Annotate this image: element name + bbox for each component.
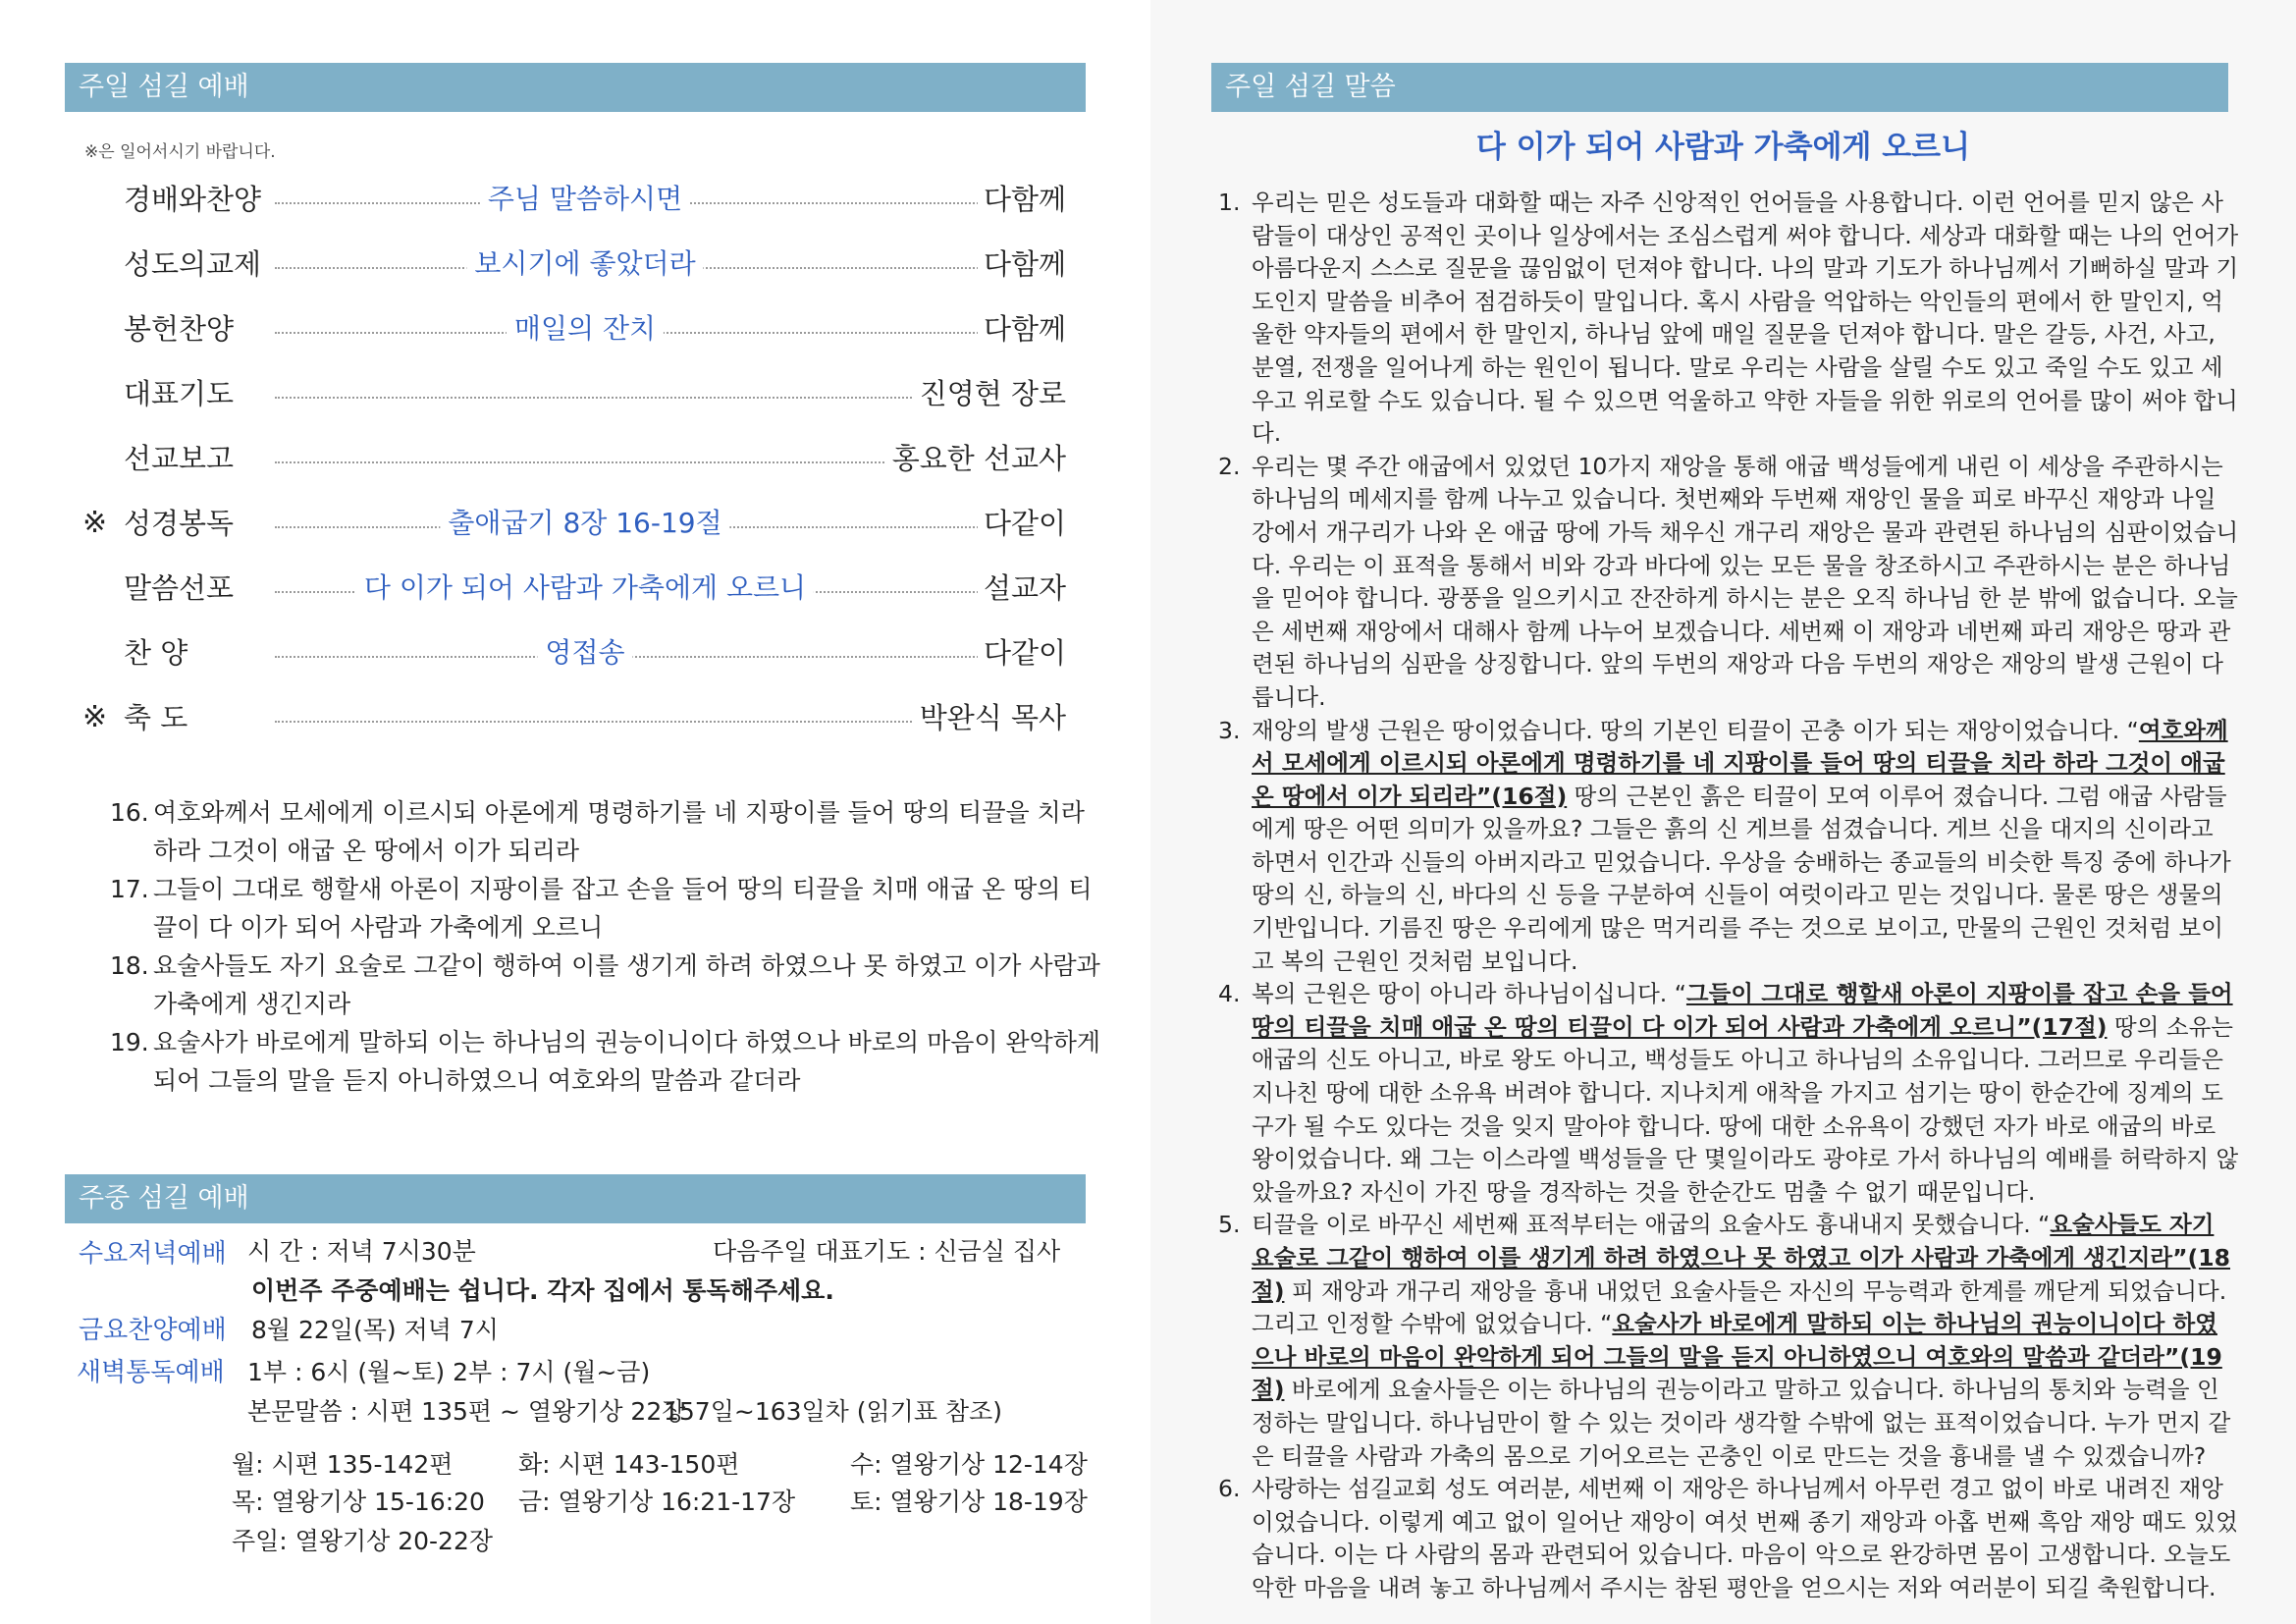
weekday-header: 주중 섬길 예배: [65, 1174, 1086, 1223]
verse-text: 요술사들도 자기 요술로 그같이 행하여 이를 생기게 하려 하였으나 못 하였고 이가 사람과 가축에게 생긴지라: [153, 951, 1100, 1018]
scripture-verses: [110, 793, 1101, 1100]
verse-item: [110, 947, 1101, 1023]
next-prayer: 다음주일 대표기도 : 신금실 집사: [713, 1237, 1061, 1266]
wednesday-label: 수요저녁예배: [79, 1239, 227, 1269]
dawn-label: 새벽통독예배: [77, 1358, 225, 1387]
paragraph-text: 우리는 믿은 성도들과 대화할 때는 자주 신앙적인 언어들을 사용합니다. 이런 언어를 믿지 않은 사람들이 대상인 공적인 곳이나 일상에서는 조심스럽게 써야 합니다. 세상과 대화할 때는 나의 언어가 아름다운지 스스로 질문을 끊임없이 던져야 합니다. 나의 말과 기도가 하나님께서 기뻐하실 말과 기도인지 말씀을 비추어 점검하듯이 말입니다. 혹시 사람을 억압하는 악인들의 편에서 한 말인지, 억울한 약자들의 편에서 한 말인지, 하나님 앞에 매일 질문을 던져야 합니다. 말은 갈등, 사건, 사고, 분열, 전쟁을 일어나게 하는 원인이 됩니다. 말로 우리는 사람을 살릴 수도 있고 죽일 수도 있고 세우고 위로할 수도 있습니다. 될 수 있으면 억울하고 약한 자들을 위한 위로의 언어를 많이 써야 합니다.: [1252, 189, 2239, 448]
standing-note: ※은 일어서시기 바랍니다.: [84, 142, 276, 162]
sermon-paragraphs: [1218, 187, 2239, 1605]
order-leader: 다함께: [978, 306, 1066, 352]
verse-text: 요술사가 바로에게 말하되 이는 하나님의 권능이니이다 하였으나 바로의 마음이 완악하게 되어 그들의 말을 듣지 아니하였으니 여호와의 말씀과 같더라: [153, 1028, 1101, 1095]
sermon-paragraph: [1218, 715, 2239, 979]
order-row: [82, 630, 1066, 676]
friday-time: 8월 22일(목) 저녁 7시: [251, 1316, 499, 1344]
dawn-days: 157일~163일차 (읽기표 참조): [664, 1397, 1002, 1426]
paragraph-text-cont: 바로에게 요술사들은 이는 하나님의 권능이라고 말하고 있습니다. 하나님의 통치와 능력을 인정하는 말입니다. 하나님만이 할 수 있는 것이라 생각할 수밖에 없는 표적이었습니다. 누가 먼지 같은 티끌을 사람과 가축의 몸으로 기어오르는 곤충인 이로 만드는 것을 흉내를 낼 수 있겠습니까?: [1252, 1376, 2231, 1470]
schedule-sun: 주일: 열왕기상 20-22장: [232, 1527, 494, 1555]
order-row: [82, 566, 1066, 611]
order-row: [82, 177, 1066, 222]
verse-item: [110, 793, 1101, 870]
order-label: 봉헌찬양: [124, 312, 235, 346]
standing-mark: ※: [82, 506, 108, 540]
paragraph-text: 우리는 몇 주간 애굽에서 있었던 10가지 재앙을 통해 애굽 백성들에게 내린 이 세상을 주관하시는 하나님의 메세지를 함께 나누고 있습니다. 첫번째와 두번째 재앙인 물을 피로 바꾸신 재앙과 나일 강에서 개구리가 나와 온 애굽 땅에 가득 채우신 개구리 재앙은 물과 관련된 하나님의 심판이었습니다. 우리는 이 표적을 통해서 비와 강과 바다에 있는 모든 물을 창조하시고 주관하시는 분은 하나님을 믿어야 합니다. 광풍을 일으키시고 잔잔하게 하시는 분은 오직 하나님 한 분 밖에 없습니다. 오늘은 세번째 재앙에서 대해사 함께 나누어 보겠습니다. 세번째 이 재앙과 네번째 파리 재앙은 땅과 관련된 하나님의 심판을 상징합니다. 앞의 두번의 재앙과 다음 두번의 재앙은 재앙의 발생 근원이 다릅니다.: [1252, 452, 2239, 711]
order-leader: 진영현 장로: [914, 371, 1066, 416]
sermon-paragraph: [1218, 978, 2239, 1209]
order-title: 다 이가 되어 사람과 가축에게 오르니: [356, 566, 814, 611]
order-row: [82, 501, 1066, 546]
schedule-sat: 토: 열왕기상 18-19장: [850, 1488, 1088, 1516]
order-label: 축 도: [124, 701, 188, 734]
order-leader: 홍요한 선교사: [886, 436, 1066, 481]
schedule-wed: 수: 열왕기상 12-14장: [850, 1450, 1088, 1479]
verse-text: 여호와께서 모세에게 이르시되 아론에게 명령하기를 네 지팡이를 들어 땅의 티끌을 치라 하라 그것이 애굽 온 땅에서 이가 되리라: [153, 798, 1085, 865]
paragraph-text-cont: 땅의 소유는 애굽의 신도 아니고, 바로 왕도 아니고, 백성들도 아니고 하나님의 소유입니다. 그러므로 우리들은 지나친 땅에 대한 소유욕 버려야 합니다. 지나치게 애착을 가지고 섬기는 땅이 한순간에 징계의 도구가 될 수도 있다는 것을 잊지 말아야 합니다. 땅에 대한 소유욕이 강했던 자가 바로 애굽의 바로 왕이었습니다. 왜 그는 이스라엘 백성들을 단 몇일이라도 광야로 가서 하나님의 예배를 허락하지 않았을까요? 자신이 가진 땅을 경작하는 것을 한순간도 멈출 수 없기 때문입니다.: [1252, 1012, 2239, 1206]
order-title: 보시기에 좋았더라: [466, 242, 703, 287]
order-title: 영접송: [537, 630, 632, 676]
order-label: 경배와찬양: [124, 183, 262, 216]
paragraph-text-cont: 땅의 근본인 흙은 티끌이 모여 이루어 졌습니다. 그럼 애굽 사람들에게 땅은 어떤 의미가 있을까요? 그들은 흙의 신 게브를 섬겼습니다. 게브 신을 대지의 신이라고 하면서 인간과 신들의 아버지라고 믿었습니다. 우상을 숭배하는 종교들의 비슷한 특징 중에 하나가 땅의 신, 하늘의 신, 바다의 신 등을 구분하여 신들이 여럿이라고 믿는 것입니다. 물론 땅은 생물의 기반입니다. 기름진 땅은 우리에게 많은 먹거리를 주는 것으로 보이고, 만물의 근원인 것처럼 보이고 복의 근원인 것처럼 보입니다.: [1252, 782, 2231, 975]
order-row: [82, 371, 1066, 416]
dawn-time: 1부 : 6시 (월~토) 2부 : 7시 (월~금): [247, 1358, 651, 1386]
sermon-header: 주일 섬길 말씀: [1211, 63, 2228, 112]
order-label: 성경봉독: [124, 507, 235, 540]
verse-text: 그들이 그대로 행할새 아론이 지팡이를 잡고 손을 들어 땅의 티끌을 치매 애굽 온 땅의 티끌이 다 이가 되어 사람과 가축에게 오르니: [153, 875, 1093, 942]
order-label: 찬 양: [124, 636, 188, 670]
schedule-fri: 금: 열왕기상 16:21-17장: [518, 1488, 796, 1516]
paragraph-number: 6.: [1218, 1475, 1241, 1503]
verse-item: [110, 870, 1101, 947]
standing-mark: ※: [82, 700, 108, 734]
quoted-scripture: 그들이 그대로 행할새 아론이 지팡이를 잡고 손을 들어 땅의 티끌을 치매 애굽 온 땅의 티끌이 다 이가 되어 사람과 가축에게 오르니”(17절): [1252, 980, 2233, 1041]
sermon-paragraph: [1218, 1473, 2239, 1604]
dotted-leader: [275, 461, 982, 463]
verse-item: [110, 1023, 1101, 1100]
sermon-paragraph: [1218, 451, 2239, 715]
worship-header: 주일 섬길 예배: [65, 63, 1086, 112]
order-label: 말씀선포: [124, 571, 235, 605]
quoted-scripture: 요술사들도 자기 요술로 그같이 행하여 이를 생기게 하려 하였으나 못 하였고 이가 사람과 가축에게 생긴지라”(18절): [1252, 1211, 2231, 1305]
order-row: [82, 695, 1066, 740]
paragraph-number: 3.: [1218, 716, 1241, 744]
paragraph-number: 4.: [1218, 980, 1241, 1008]
quoted-scripture: 요술사가 바로에게 말하되 이는 하나님의 권능이니이다 하였으나 바로의 마음이 완악하게 되어 그들의 말을 듣지 아니하였으니 여호와의 말씀과 같더라”(19절): [1252, 1310, 2222, 1404]
verse-number: 18.: [110, 951, 149, 980]
paragraph-text: 사랑하는 섬길교회 성도 여러분, 세번째 이 재앙은 하나님께서 아무런 경고 없이 바로 내려진 재앙이었습니다. 이렇게 예고 없이 일어난 재앙이 여섯 번째 종기 재앙과 아홉 번째 흑암 재앙 때도 있었습니다. 이는 다 사람의 몸과 관련되어 있습니다. 마음이 악으로 완강하면 몸이 고생합니다. 오늘도 악한 마음을 내려 놓고 하나님께서 주시는 참된 평안을 얻으시는 저와 여러분이 되길 축원합니다.: [1252, 1475, 2238, 1601]
order-title: 매일의 잔치: [507, 306, 664, 352]
verse-number: 19.: [110, 1028, 149, 1056]
order-title: 주님 말씀하시면: [480, 177, 690, 222]
sermon-paragraph: [1218, 1209, 2239, 1473]
paragraph-text: 복의 근원은 땅이 아니라 하나님이십니다. “: [1252, 980, 1686, 1008]
schedule-tue: 화: 시편 143-150편: [518, 1450, 740, 1479]
order-row: [82, 436, 1066, 481]
friday-label: 금요찬양예배: [79, 1316, 227, 1345]
order-leader: 다함께: [978, 242, 1066, 287]
quoted-scripture: 여호와께서 모세에게 이르시되 아론에게 명령하기를 네 지팡이를 들어 땅의 티끌을 치라 하라 그것이 애굽 온 땅에서 이가 되리라”(16절): [1252, 716, 2228, 810]
order-leader: 박완식 목사: [914, 695, 1066, 740]
paragraph-number: 5.: [1218, 1211, 1241, 1239]
dotted-leader: [275, 397, 982, 399]
sermon-title: 다 이가 되어 사람과 가축에게 오르니: [1475, 130, 1971, 165]
paragraph-number: 1.: [1218, 189, 1241, 216]
paragraph-text-cont: 피 재앙과 개구리 재앙을 흉내 내었던 요술사들은 자신의 무능력과 한계를 깨닫게 되었습니다. 그리고 인정할 수밖에 없었습니다. “: [1252, 1276, 2227, 1338]
paragraph-number: 2.: [1218, 452, 1241, 480]
paragraph-text: 티끌을 이로 바꾸신 세번째 표적부터는 애굽의 요술사도 흉내내지 못했습니다. “: [1252, 1211, 2051, 1239]
verse-number: 16.: [110, 798, 149, 827]
order-label: 성도의교제: [124, 247, 262, 281]
sermon-paragraph: [1218, 187, 2239, 451]
order-leader: 다함께: [978, 177, 1066, 222]
order-label: 선교보고: [124, 442, 235, 475]
wednesday-notice: 이번주 주중예배는 쉽니다. 각자 집에서 통독해주세요.: [251, 1276, 834, 1305]
schedule-thu: 목: 열왕기상 15-16:20: [232, 1488, 485, 1516]
order-leader: 다같이: [978, 630, 1066, 676]
order-leader: 설교자: [978, 566, 1066, 611]
dotted-leader: [275, 721, 982, 723]
order-row: [82, 306, 1066, 352]
dawn-reading: 본문말씀 : 시편 135편 ~ 열왕기상 22장: [247, 1397, 686, 1426]
order-label: 대표기도: [124, 377, 235, 410]
order-leader: 다같이: [978, 501, 1066, 546]
verse-number: 17.: [110, 875, 149, 903]
paragraph-text: 재앙의 발생 근원은 땅이었습니다. 땅의 기본인 티끌이 곤충 이가 되는 재앙이었습니다. “: [1252, 716, 2139, 744]
wednesday-time: 시 간 : 저녁 7시30분: [247, 1237, 476, 1266]
order-row: [82, 242, 1066, 287]
order-title: 출애굽기 8장 16-19절: [440, 501, 729, 546]
schedule-mon: 월: 시편 135-142편: [232, 1450, 454, 1479]
